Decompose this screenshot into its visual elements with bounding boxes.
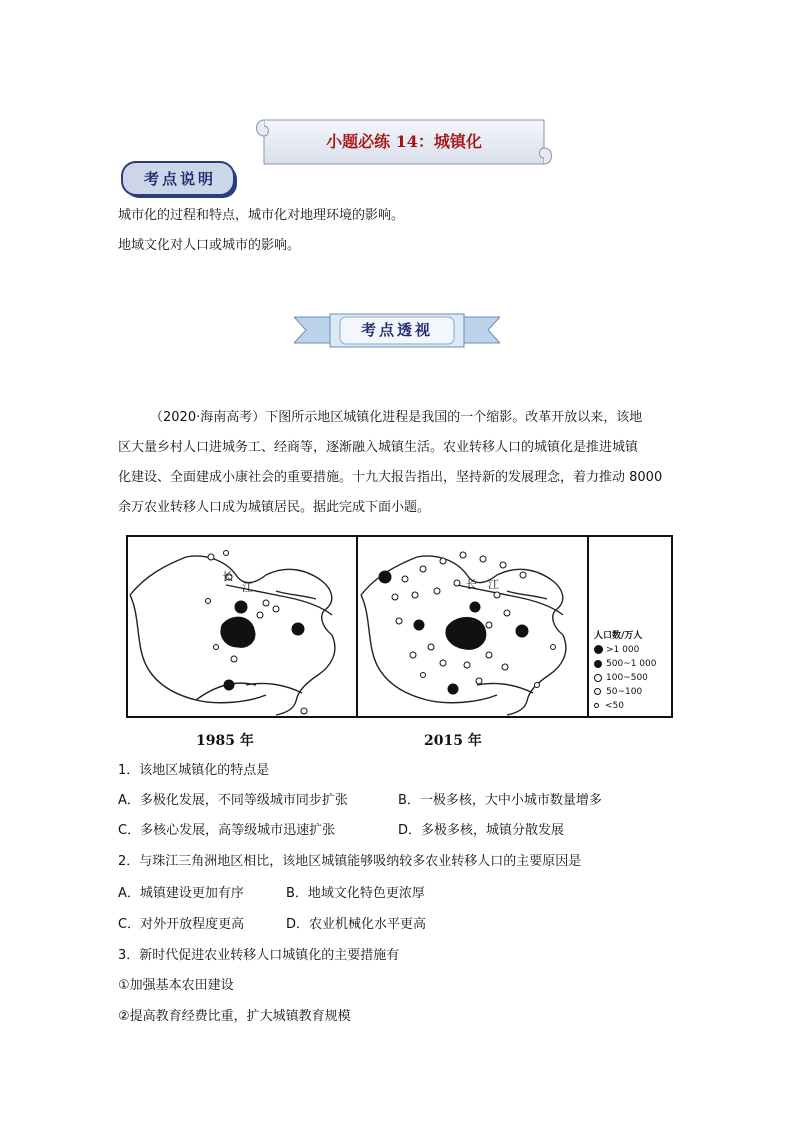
- passage-line: 余万农业转移人口成为城镇居民。据此完成下面小题。: [118, 500, 431, 515]
- legend-item: [594, 657, 672, 671]
- legend-item: [594, 685, 672, 699]
- legend-symbol-icon: [594, 645, 603, 654]
- question-option: D．多极多核，城镇分散发展: [398, 823, 565, 838]
- legend-label: >1 000: [606, 645, 640, 655]
- question-option: B．一极多核，大中小城市数量增多: [398, 793, 602, 808]
- question-option: A．多极化发展，不同等级城市同步扩张: [118, 793, 348, 808]
- river-label: [222, 568, 233, 584]
- river-label-char: 江: [242, 581, 253, 594]
- page-title: 小题必练 14：城镇化: [326, 132, 482, 151]
- legend-symbol-icon: [594, 688, 601, 695]
- question-item: ②提高教育经费比重，扩大城镇教育规模: [118, 1009, 351, 1024]
- question-item: ①加强基本农田建设: [118, 978, 234, 993]
- legend-item: [594, 671, 672, 685]
- legend-label: <50: [605, 701, 624, 711]
- legend-symbol-icon: [594, 703, 599, 708]
- passage-line: 化建设、全面建成小康社会的重要措施。十九大报告指出，坚持新的发展理念，着力推动 8000: [118, 470, 663, 485]
- year-label-2015: 2015 年: [424, 733, 482, 749]
- legend-symbol-icon: [594, 674, 602, 682]
- question-option: D．农业机械化水平更高: [286, 917, 427, 932]
- river-label-char: 长: [222, 570, 233, 583]
- text-line: 地域文化对人口或城市的影响。: [118, 238, 301, 253]
- legend-title: 人口数/万人: [594, 631, 643, 641]
- year-label-1985: 1985 年: [196, 733, 254, 749]
- question-stem: 1．该地区城镇化的特点是: [118, 763, 270, 778]
- river-label: [488, 576, 499, 592]
- question-stem: 3．新时代促进农业转移人口城镇化的主要措施有: [118, 948, 400, 963]
- legend-label: 100~500: [606, 673, 648, 683]
- legend-symbol-icon: [594, 660, 602, 668]
- legend-item: [594, 699, 672, 713]
- title-banner: [256, 114, 552, 170]
- question-stem: 2．与珠江三角洲地区相比，该地区城镇能够吸纳较多农业转移人口的主要原因是: [118, 854, 582, 869]
- legend-label: 50~100: [606, 687, 643, 697]
- legend-item: [594, 643, 672, 657]
- section-tag-explanation: [120, 160, 240, 200]
- question-option: B．地域文化特色更浓厚: [286, 886, 425, 901]
- river-label-char: 长: [466, 578, 477, 591]
- river-label-char: 江: [488, 578, 499, 591]
- section-tag-perspective: [294, 313, 500, 353]
- passage-line: （2020·海南高考）下图所示地区城镇化进程是我国的一个缩影。改革开放以来，该地: [150, 410, 643, 425]
- passage-line: 区大量乡村人口进城务工、经商等，逐渐融入城镇生活。农业转移人口的城镇化是推进城镇: [118, 440, 639, 455]
- text-line: 城市化的过程和特点，城市化对地理环境的影响。: [118, 208, 405, 223]
- map-svg: [126, 535, 673, 718]
- urbanization-map-figure: [126, 535, 673, 718]
- question-option: C．多核心发展，高等级城市迅速扩张: [118, 823, 336, 838]
- legend-label: 500~1 000: [606, 659, 657, 669]
- section-tag-label: 考点说明: [143, 170, 216, 188]
- question-option: A．城镇建设更加有序: [118, 886, 244, 901]
- section-tag-label: 考点透视: [360, 321, 433, 339]
- question-option: C．对外开放程度更高: [118, 917, 245, 932]
- river-label: [466, 576, 477, 592]
- map-legend: [594, 629, 672, 713]
- river-label: [242, 579, 253, 595]
